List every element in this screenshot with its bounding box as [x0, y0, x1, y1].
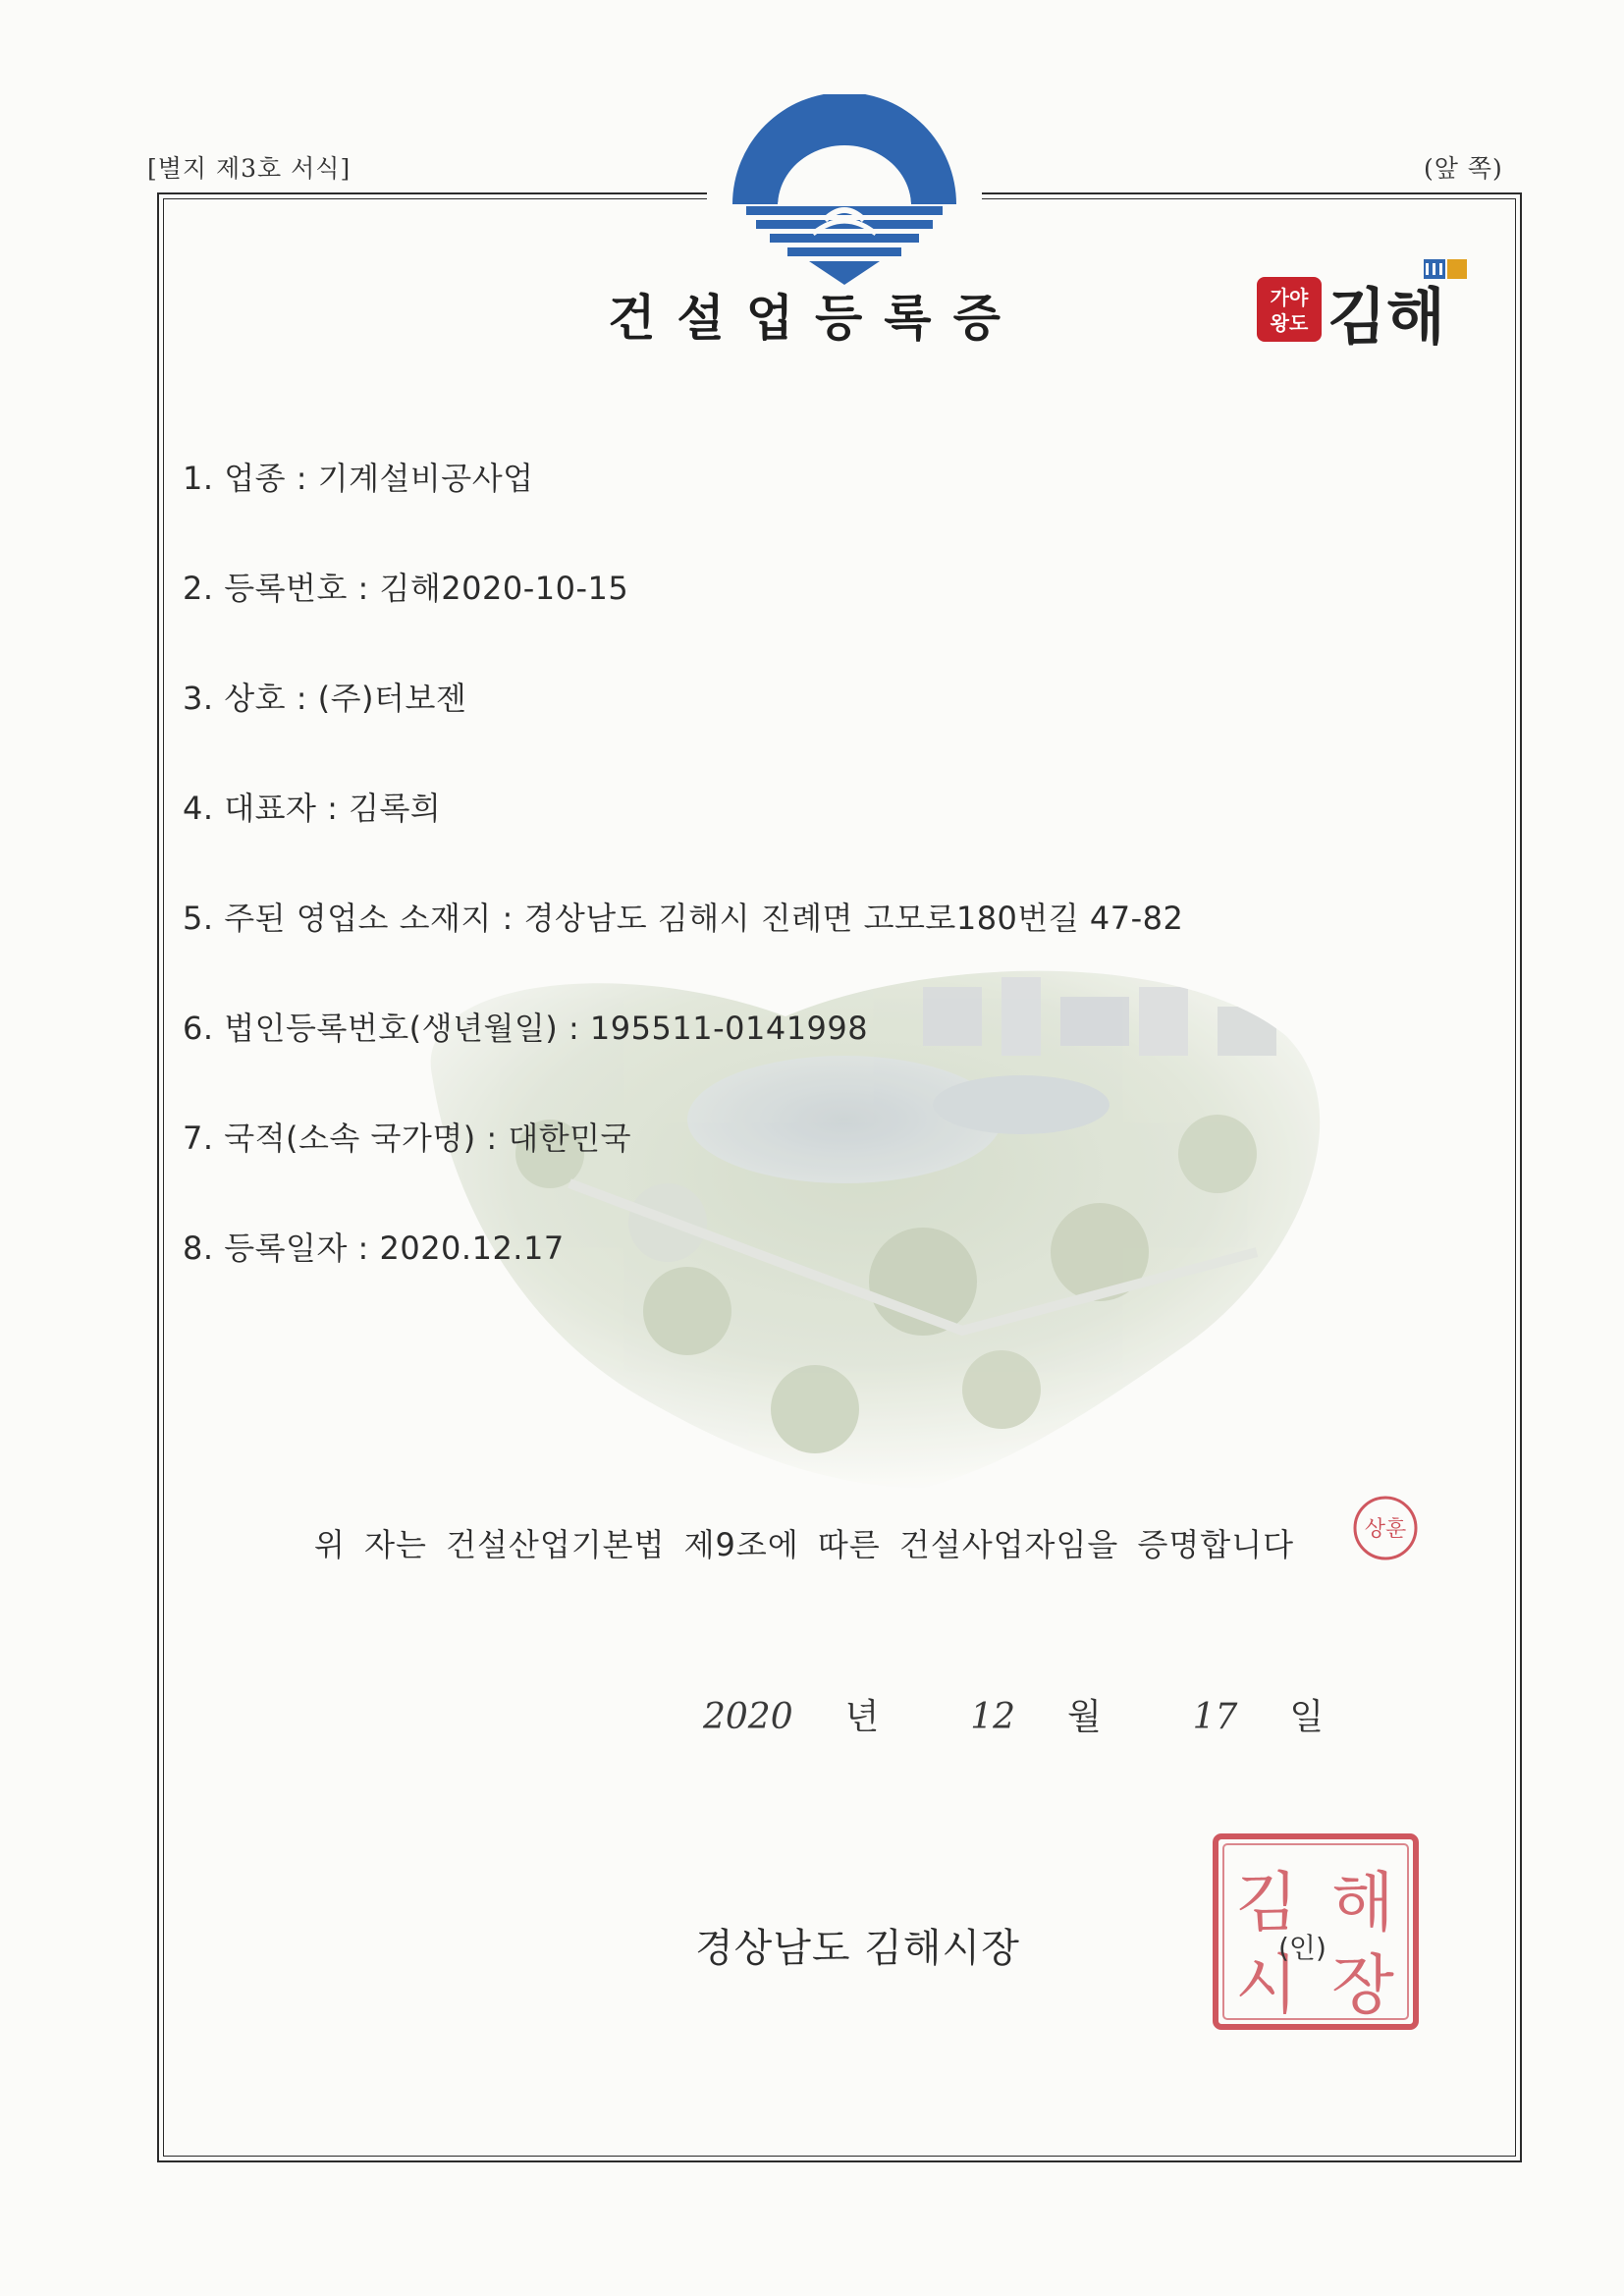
- issuer-name: 경상남도 김해시장: [695, 1926, 1020, 1971]
- issue-date-day-unit: 일: [1289, 1697, 1325, 1737]
- svg-text:시: 시: [1235, 1947, 1298, 2023]
- issue-date-day: 17: [1192, 1697, 1238, 1737]
- svg-text:해: 해: [1331, 1865, 1394, 1941]
- svg-text:김해: 김해: [1327, 281, 1445, 353]
- field-business-address: 5. 주된 영업소 소재지 : 경상남도 김해시 진례면 고모로180번길 47-82: [183, 900, 1184, 937]
- issue-date-year-unit: 년: [844, 1697, 880, 1737]
- field-company-name: 3. 상호 : (주)터보젠: [183, 680, 467, 717]
- issue-date: [703, 1689, 1324, 1739]
- issue-date-month-unit: 월: [1066, 1697, 1102, 1737]
- certification-statement: 위 자는 건설산업기본법 제9조에 따른 건설사업자임을 증명합니다: [314, 1526, 1295, 1563]
- svg-text:상훈: 상훈: [1364, 1517, 1407, 1542]
- certificate-title: 건설업등록증: [608, 290, 1022, 347]
- gimhae-city-logo: [1257, 257, 1483, 355]
- field-corporate-registration-number: 6. 법인등록번호(생년월일) : 195511-0141998: [183, 1010, 869, 1047]
- svg-text:가야: 가야: [1270, 286, 1309, 309]
- seal-mark-label: (인): [1278, 1932, 1326, 1964]
- issue-date-year: 2020: [703, 1697, 793, 1737]
- form-number-label: [별지 제3호 서식]: [147, 154, 352, 183]
- field-registration-date: 8. 등록일자 : 2020.12.17: [183, 1230, 565, 1267]
- svg-text:장: 장: [1331, 1947, 1394, 2023]
- field-nationality: 7. 국적(소속 국가명) : 대한민국: [183, 1120, 632, 1157]
- field-registration-number: 2. 등록번호 : 김해2020-10-15: [183, 570, 629, 607]
- personal-seal-stamp: [1350, 1493, 1421, 1563]
- field-representative: 4. 대표자 : 김록희: [183, 790, 442, 827]
- svg-text:김: 김: [1235, 1865, 1298, 1941]
- issue-date-month: 12: [970, 1697, 1016, 1737]
- page-side-label: (앞 쪽): [1424, 154, 1503, 183]
- field-business-type: 1. 업종 : 기계설비공사업: [183, 460, 534, 497]
- svg-text:왕도: 왕도: [1270, 311, 1309, 335]
